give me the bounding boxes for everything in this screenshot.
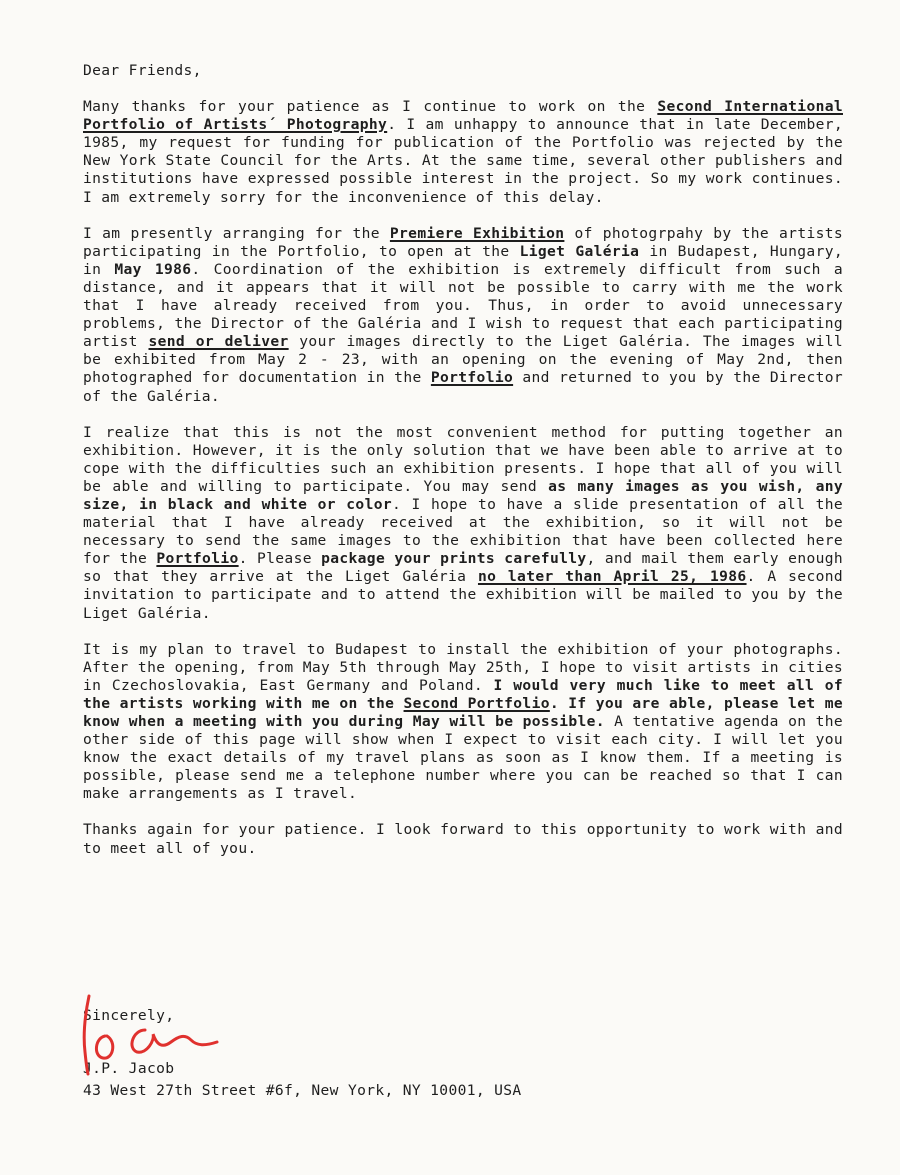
signer-name: J.P. Jacob xyxy=(83,1060,175,1077)
text-run: Second Portfolio xyxy=(403,694,550,712)
paragraph-4 xyxy=(83,641,843,804)
text-run: Premiere Exhibition xyxy=(389,224,565,242)
text-run: Liget Galéria xyxy=(519,242,640,260)
text-run: , and mail them early enough so that they arrive at the Liget Galéria xyxy=(83,550,844,586)
text-run: . A second invitation to participate and to attend the exhibition will be mailed to you by the Liget Galéria. xyxy=(83,568,843,622)
text-run: Many thanks for your patience as I continue to work on the xyxy=(83,98,658,116)
text-run: I realize that this is not the most convenient method for putting together an exhibition. However, it is the only solution that we have been able to arrive at to cope with the difficulties such an exhibition presents. I hope that all of you will be able and willing to participate. You may send xyxy=(83,423,843,495)
closing: Sincerely, xyxy=(83,1007,175,1024)
paragraph-2 xyxy=(83,225,843,406)
text-run: . I hope to have a slide presentation of all the material that I have already received at the exhibition, so it will not be necessary to send the same images to the exhibition that have been collected here for the xyxy=(83,495,843,568)
text-run: your images directly to the Liget Galéria. The images will be exhibited from May 2 - 23, with an opening on the evening of May 2nd, then photographed for documentation in the xyxy=(83,333,843,387)
handwritten-signature xyxy=(75,990,235,1080)
salutation: Dear Friends, xyxy=(83,62,202,79)
text-run: and returned to you by the Director of the Galéria. xyxy=(83,369,843,405)
text-run: in Budapest, Hungary, in xyxy=(83,242,843,278)
paragraph-1 xyxy=(83,98,843,207)
text-run: May 1986 xyxy=(114,260,192,278)
paragraph-3 xyxy=(83,424,843,623)
text-run: as many images as you wish, any size, in black and white or color xyxy=(83,477,843,513)
signer-address: 43 West 27th Street #6f, New York, NY 10001, USA xyxy=(83,1082,522,1099)
text-run: Thanks again for your patience. I look forward to this opportunity to work with and to meet all of you. xyxy=(83,821,843,857)
text-run: . I am unhappy to announce that in late December, 1985, my request for funding for publication of the Portfolio was rejected by the New York State Council for the Arts. At the same time, several other publishers and institutions have expressed possible interest in the project. So my work continues. I am extremely sorry for the inconvenience of this delay. xyxy=(83,116,843,206)
text-run: no later than April 25, 1986 xyxy=(477,568,747,586)
text-run: . If you are able, please let me know when a meeting with you during May will be possible. xyxy=(83,694,843,730)
text-run: . Please xyxy=(238,550,322,568)
text-run: I would very much like to meet all of the artists working with me on the xyxy=(83,676,843,712)
text-run: Second International Portfolio of Artists´ Photography xyxy=(83,98,843,134)
text-run: . Coordination of the exhibition is extremely difficult from such a distance, and it appears that it will not be possible to carry with me the work that I have already received from you. Thus, in order to avoid unnecessary problems, the Director of the Galéria and I wish to request that each participating artist xyxy=(83,260,843,351)
text-run: A tentative agenda on the other side of this page will show when I expect to visit each city. I will let you know the exact details of my travel plans as soon as I know them. If a meeting is possible, please send me a telephone number where you can be reached so that I can make arrangements as I travel. xyxy=(83,713,843,803)
text-run: package your prints carefully xyxy=(321,550,587,568)
letter-body xyxy=(83,62,843,876)
text-run: of photogrpahy by the artists participating in the Portfolio, to open at the xyxy=(83,224,843,260)
paragraph-5 xyxy=(83,821,843,857)
text-run: send or deliver xyxy=(148,333,289,351)
text-run: It is my plan to travel to Budapest to install the exhibition of your photographs. After the opening, from May 5th through May 25th, I hope to visit artists in cities in Czechoslovakia, East Germany and Poland. xyxy=(83,640,843,694)
text-run: I am presently arranging for the xyxy=(83,224,390,242)
paragraphs xyxy=(83,98,843,858)
text-run: Portfolio xyxy=(430,369,514,387)
text-run: Portfolio xyxy=(156,550,239,568)
